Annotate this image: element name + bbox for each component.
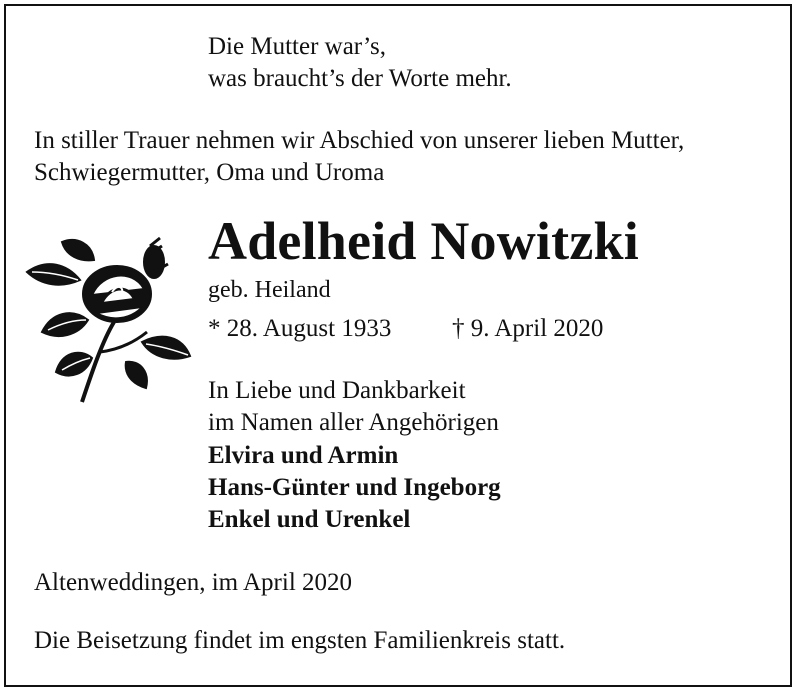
mourner-name: Enkel und Urenkel [208,506,411,533]
closing-line-1: In Liebe und Dankbarkeit [208,377,466,404]
intro-line-1: In stiller Trauer nehmen wir Abschied von unserer lieben Mutter, [34,127,685,154]
quote-line-2: was braucht’s der Worte mehr. [208,65,512,92]
quote-line-1: Die Mutter war’s, [208,33,386,60]
rose-icon [22,232,194,408]
closing-line-2: im Namen aller Angehörigen [208,409,499,436]
mourner-name: Hans-Günter und Ingeborg [208,474,501,501]
intro-line-2: Schwiegermutter, Oma und Uroma [34,159,385,186]
mourner-name: Elvira und Armin [208,442,399,469]
deceased-name: Adelheid Nowitzki [208,211,639,271]
death-date: † 9. April 2020 [452,315,604,342]
birth-date: * 28. August 1933 [208,315,392,342]
funeral-note: Die Beisetzung findet im engsten Familienkreis statt. [34,627,566,654]
maiden-name: geb. Heiland [208,277,331,303]
place-date: Altenweddingen, im April 2020 [34,569,353,596]
